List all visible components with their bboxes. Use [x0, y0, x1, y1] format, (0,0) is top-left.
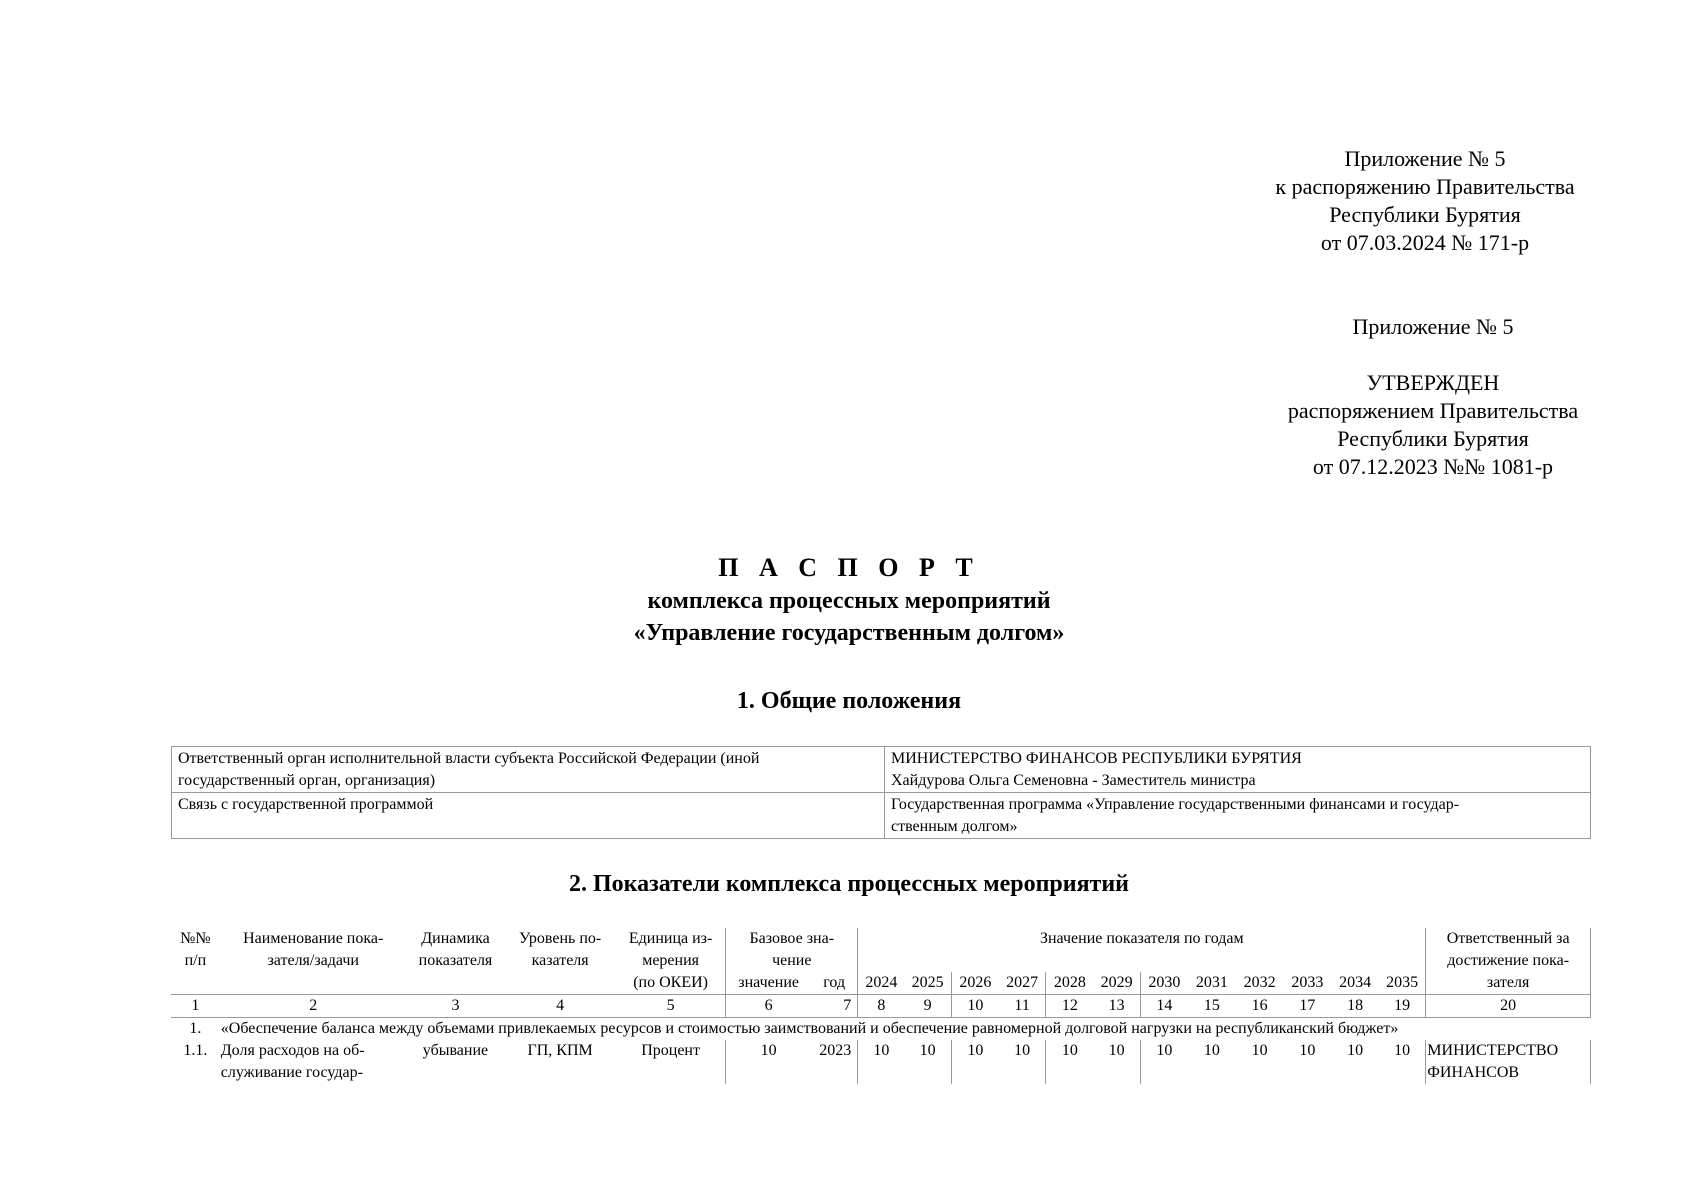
column-number: 6	[726, 995, 811, 1018]
general-provisions-table	[171, 746, 1591, 839]
row-year-value: 10	[1203, 1042, 1220, 1059]
header-base-line: чение	[772, 952, 812, 969]
general-label-line: Связь с государственной программой	[178, 796, 434, 813]
row-year-value: 10	[1347, 1042, 1364, 1059]
header-unit	[616, 928, 726, 995]
row-year-value: 10	[1251, 1042, 1268, 1059]
indicators-table	[171, 928, 1591, 1084]
general-value-cell	[885, 747, 1591, 793]
header-responsible	[1426, 928, 1591, 995]
row-year-value: 10	[1108, 1042, 1125, 1059]
general-label-cell	[172, 747, 885, 793]
header-year: 2031	[1195, 974, 1228, 991]
header-level	[504, 928, 616, 995]
passport-title: П А С П О Р Т	[718, 553, 980, 582]
general-value-cell	[885, 793, 1591, 839]
header-name-line: Наименование пока-	[243, 930, 384, 947]
approved-line3: Республики Бурятия	[1337, 426, 1529, 451]
appendix-current-line2: к распоряжению Правительства	[1275, 174, 1575, 199]
header-unit-line: Единица из-	[628, 930, 713, 947]
header-base-year: год	[823, 974, 846, 991]
column-number: 12	[1046, 995, 1094, 1018]
general-value-line: Хайдурова Ольга Семеновна - Заместитель министра	[891, 772, 1256, 789]
column-number: 16	[1236, 995, 1284, 1018]
row-responsible-line: ФИНАНСОВ	[1427, 1064, 1520, 1081]
header-year: 2033	[1291, 974, 1324, 991]
general-label-cell	[172, 793, 885, 839]
header-years-title: Значение показателя по годам	[858, 928, 1426, 972]
header-year: 2029	[1100, 974, 1133, 991]
header-row	[171, 928, 1591, 972]
header-year: 2024	[858, 972, 905, 995]
approved-line2: распоряжением Правительства	[1287, 398, 1579, 423]
column-number: 19	[1379, 995, 1426, 1018]
row-year-value: 10	[858, 1040, 905, 1084]
general-value-line: МИНИСТЕРСТВО ФИНАНСОВ РЕСПУБЛИКИ БУРЯТИЯ	[891, 750, 1302, 767]
section1-heading: 1. Общие положения	[736, 688, 962, 714]
row-dynamics: убывание	[422, 1042, 489, 1059]
header-responsible-line: достижение пока-	[1447, 952, 1570, 969]
appendix-current-line3: Республики Бурятия	[1329, 202, 1521, 227]
row-name-line: служивание государ-	[220, 1064, 363, 1081]
row-name-line: Доля расходов на об-	[220, 1042, 365, 1059]
general-value-line: ственным долгом»	[891, 818, 1018, 835]
column-number: 4	[504, 995, 616, 1018]
appendix-current-line1: Приложение № 5	[1344, 146, 1506, 171]
general-value-line: Государственная программа «Управление государственными финансами и государ-	[891, 796, 1460, 813]
appendix-current-line4: от 07.03.2024 № 171-р	[1320, 230, 1530, 255]
passport-subtitle-2: «Управление государственным долгом»	[633, 620, 1065, 646]
task-text: «Обеспечение баланса между объемами привлекаемых ресурсов и стоимостью заимствований и обеспечение равномерной долговой нагрузки на республиканский бюджет»	[220, 1020, 1399, 1037]
task-num: 1.	[189, 1020, 202, 1037]
appendix-current-block	[1245, 145, 1605, 257]
column-number-row	[171, 995, 1591, 1018]
general-label-line: государственный орган, организация)	[178, 772, 436, 789]
task-row	[171, 1018, 1591, 1041]
row-base-year: 2023	[819, 1042, 852, 1059]
header-base	[726, 928, 858, 972]
header-dynamics-line: показателя	[418, 952, 493, 969]
header-unit-line: мерения	[642, 952, 699, 969]
row-name	[220, 1040, 407, 1084]
header-base-line: Базовое зна-	[749, 930, 835, 947]
header-responsible-line: зателя	[1486, 974, 1530, 991]
header-dynamics	[407, 928, 505, 995]
table-row	[171, 1040, 1591, 1084]
column-number: 20	[1426, 995, 1591, 1018]
header-level-line: Уровень по-	[518, 930, 602, 947]
table-row	[172, 747, 1591, 793]
section2-heading: 2. Показатели комплекса процессных мероприятий	[568, 871, 1129, 897]
column-number: 18	[1331, 995, 1379, 1018]
header-year: 2030	[1140, 972, 1188, 995]
header-year: 2034	[1339, 974, 1372, 991]
header-dynamics-line: Динамика	[421, 930, 490, 947]
header-year: 2035	[1386, 974, 1419, 991]
column-number: 8	[858, 995, 905, 1018]
header-num-line: №№	[180, 930, 211, 947]
table-row	[172, 793, 1591, 839]
header-name-line: зателя/задачи	[267, 952, 359, 969]
header-unit-line: (по ОКЕИ)	[633, 974, 708, 991]
approved-block	[1253, 369, 1613, 481]
row-year-value: 10	[1140, 1040, 1188, 1084]
row-base-value: 10	[726, 1040, 811, 1084]
row-year-value: 10	[1394, 1042, 1411, 1059]
appendix-original-block	[1253, 313, 1613, 341]
row-level: ГП, КПМ	[527, 1042, 593, 1059]
row-year-value: 10	[1046, 1040, 1094, 1084]
column-number: 10	[951, 995, 999, 1018]
column-number: 1	[171, 995, 220, 1018]
header-year: 2027	[1006, 974, 1039, 991]
column-number: 2	[220, 995, 407, 1018]
row-year-value: 10	[951, 1040, 999, 1084]
column-number: 11	[999, 995, 1046, 1018]
header-responsible-line: Ответственный за	[1446, 930, 1570, 947]
column-number: 7	[811, 995, 858, 1018]
header-year: 2025	[911, 974, 944, 991]
column-number: 3	[407, 995, 505, 1018]
header-base-value: значение	[726, 972, 811, 995]
row-year-value: 10	[1014, 1042, 1031, 1059]
row-year-value: 10	[1299, 1042, 1316, 1059]
column-number: 5	[616, 995, 726, 1018]
header-year: 2026	[951, 972, 999, 995]
column-number: 9	[905, 995, 952, 1018]
general-label-line: Ответственный орган исполнительной власти субъекта Российской Федерации (иной	[178, 750, 760, 767]
row-unit: Процент	[641, 1042, 700, 1059]
header-num	[171, 928, 220, 995]
approved-line1: УТВЕРЖДЕН	[1366, 370, 1500, 395]
appendix-original-line1: Приложение № 5	[1352, 314, 1514, 339]
header-year: 2028	[1046, 972, 1094, 995]
header-level-line: казателя	[531, 952, 589, 969]
header-year: 2032	[1243, 974, 1276, 991]
row-year-value: 10	[919, 1042, 936, 1059]
column-number: 13	[1094, 995, 1141, 1018]
column-number: 14	[1140, 995, 1188, 1018]
column-number: 15	[1188, 995, 1236, 1018]
row-responsible-line: МИНИСТЕРСТВО	[1427, 1042, 1559, 1059]
row-responsible	[1426, 1040, 1591, 1084]
approved-line4: от 07.12.2023 №№ 1081-р	[1312, 454, 1554, 479]
row-num: 1.1.	[183, 1042, 208, 1059]
header-num-line: п/п	[184, 952, 207, 969]
header-name	[220, 928, 407, 995]
column-number: 17	[1283, 995, 1331, 1018]
passport-subtitle-1: комплекса процессных мероприятий	[647, 588, 1051, 614]
